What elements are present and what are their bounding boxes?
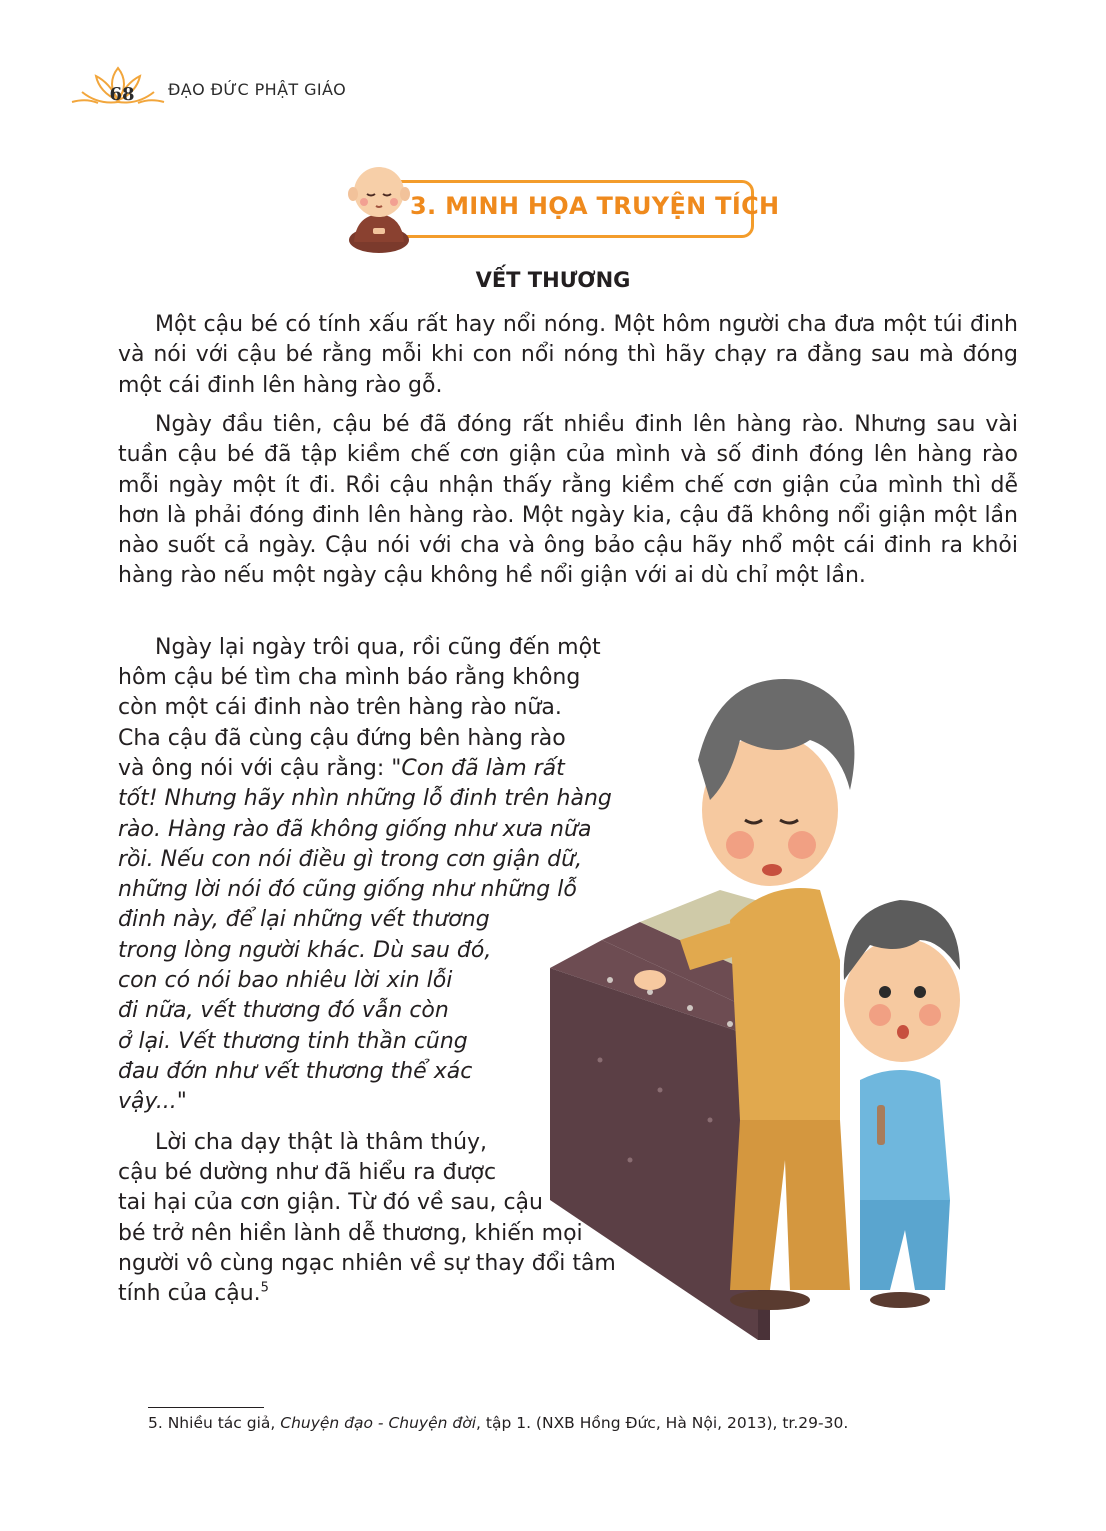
quote-text: trong lòng người khác. Dù sau đó, bbox=[118, 938, 492, 963]
quote-text: tốt! Nhưng hãy nhìn những lỗ đinh trên hàng bbox=[118, 786, 612, 811]
text-line: cậu bé dường như đã hiểu ra được bbox=[118, 1160, 497, 1185]
quote-line bbox=[118, 1027, 468, 1057]
text-line: Ngày lại ngày trôi qua, rồi cũng đến một bbox=[155, 635, 601, 660]
text-line: người vô cùng ngạc nhiên về sự thay đổi tâm bbox=[118, 1251, 616, 1276]
quote-line bbox=[118, 905, 490, 935]
page-number: 68 bbox=[109, 84, 135, 105]
footnote-divider bbox=[148, 1407, 264, 1408]
text-line: còn một cái đinh nào trên hàng rào nữa. bbox=[118, 695, 562, 720]
quote-text: đinh này, để lại những vết thương bbox=[118, 907, 490, 932]
quote-line bbox=[118, 784, 612, 814]
quote-line bbox=[118, 1057, 472, 1087]
quote-text: đau đớn như vết thương thể xác bbox=[118, 1059, 473, 1084]
quote-line bbox=[118, 936, 491, 966]
footnote bbox=[148, 1414, 848, 1432]
text-segment: " bbox=[176, 1089, 187, 1114]
quote-text: đi nữa, vết thương đó vẫn còn bbox=[118, 998, 449, 1023]
footnote-marker: 5 bbox=[260, 1280, 269, 1296]
text-line: hôm cậu bé tìm cha mình báo rằng không bbox=[118, 665, 581, 690]
text-line: Cha cậu đã cùng cậu đứng bên hàng rào bbox=[118, 726, 566, 751]
quote-text: con có nói bao nhiêu lời xin lỗi bbox=[118, 968, 453, 993]
quote-line bbox=[118, 996, 449, 1026]
text-line: tai hại của cơn giận. Từ đó về sau, cậu bbox=[118, 1190, 543, 1215]
footnote-details: , tập 1. (NXB Hồng Đức, Hà Nội, 2013), tr.29-30. bbox=[476, 1414, 849, 1432]
quote-text: rồi. Nếu con nói điều gì trong cơn giận dữ, bbox=[118, 847, 583, 872]
text-segment: tính của cậu. bbox=[118, 1281, 261, 1306]
story-paragraph-2: Ngày đầu tiên, cậu bé đã đóng rất nhiều đinh lên hàng rào. Nhưng sau vài tuần cậu bé đã tập kiềm chế cơn giận của mình và số đinh đóng lên hàng rào mỗi ngày một ít đi. Rồi cậu nhận thấy rằng kiềm chế cơn giận của mình thì dễ hơn là phải đóng đinh lên hàng rào. Một ngày kia, cậu đã không nổi giận một lần nào suốt cả ngày. Cậu nói với cha và ông bảo cậu hãy nhổ một cái đinh ra khỏi hàng rào nếu một ngày cậu không hề nổi giận với ai dù chỉ một lần. bbox=[118, 412, 1018, 589]
quote-text: rào. Hàng rào đã không giống như xưa nữa bbox=[118, 817, 592, 842]
quote-line bbox=[118, 815, 591, 845]
quote-text: Con đã làm rất bbox=[401, 756, 565, 781]
father-son-fence-illustration bbox=[540, 640, 1018, 1340]
text-line bbox=[118, 1279, 269, 1309]
text-line bbox=[118, 754, 565, 784]
page-header bbox=[66, 62, 386, 112]
book-title: ĐẠO ĐỨC PHẬT GIÁO bbox=[168, 80, 347, 99]
quote-text: những lời nói đó cũng giống như những lỗ bbox=[118, 877, 577, 902]
footnote-prefix: 5. Nhiều tác giả, bbox=[148, 1414, 281, 1432]
quote-text: ở lại. Vết thương tinh thần cũng bbox=[118, 1029, 468, 1054]
story-title: VẾT THƯƠNG bbox=[475, 268, 631, 292]
text-segment: và ông nói với cậu rằng: " bbox=[118, 756, 402, 781]
quote-line bbox=[118, 875, 577, 905]
text-line: bé trở nên hiền lành dễ thương, khiến mọi bbox=[118, 1221, 583, 1246]
section-heading: 3. MINH HỌA TRUYỆN TÍCH bbox=[410, 192, 780, 220]
quote-text: vậy... bbox=[118, 1089, 177, 1114]
text-line: Lời cha dạy thật là thâm thúy, bbox=[155, 1130, 488, 1155]
quote-line bbox=[118, 1087, 187, 1117]
story-paragraph-1: Một cậu bé có tính xấu rất hay nổi nóng. Một hôm người cha đưa một túi đinh và nói với cậu bé rằng mỗi khi con nổi nóng thì hãy chạy ra đằng sau mà đóng một cái đinh lên hàng rào gỗ. bbox=[118, 312, 1018, 398]
quote-line bbox=[118, 966, 452, 996]
footnote-work-title: Chuyện đạo - Chuyện đời bbox=[280, 1414, 477, 1432]
quote-line bbox=[118, 845, 582, 875]
